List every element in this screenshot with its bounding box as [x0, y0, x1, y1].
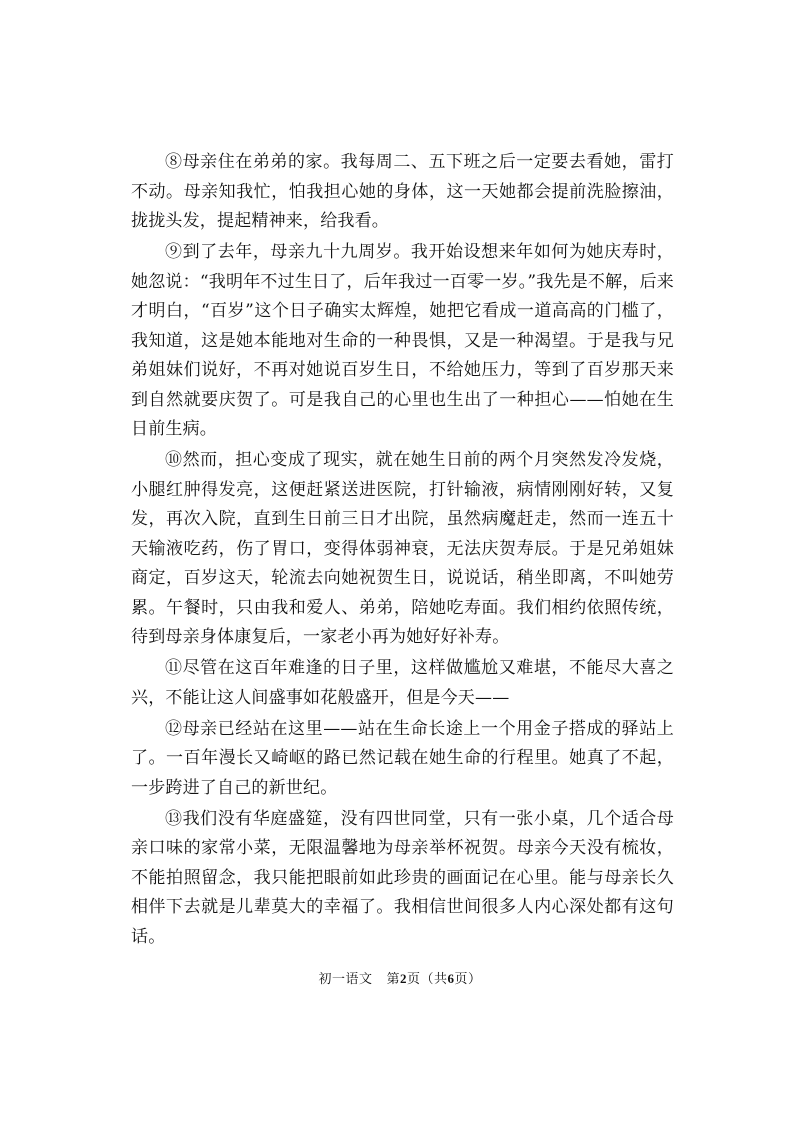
- footer-total-pages: 6: [447, 971, 455, 986]
- paragraph-10: ⑩然而，担心变成了现实，就在她生日前的两个月突然发冷发烧，小腿红肿得发亮，这便赶紧送进医院，打针输液，病情刚刚好转，又复发，再次入院，直到生日前三日才出院，虽然病魔赶走，然而一连五十天输液吃药，伤了胃口，变得体弱神衰，无法庆贺寿辰。于是兄弟姐妹商定，百岁这天，轮流去向她祝贺生日，说说话，稍坐即离，不叫她劳累。午餐时，只由我和爱人、弟弟，陪她吃寿面。我们相约依照传统，待到母亲身体康复后，一家老小再为她好好补寿。: [131, 450, 674, 647]
- footer-page-suffix: 页）: [454, 972, 482, 987]
- paragraph-12: ⑫母亲已经站在这里——站在生命长途上一个用金子搭成的驿站上了。一百年漫长又崎岖的路已然记载在她生命的行程里。她真了不起，一步跨进了自己的新世纪。: [131, 718, 674, 798]
- footer-page-prefix: 第: [386, 972, 400, 987]
- paragraph-8: ⑧母亲住在弟弟的家。我每周二、五下班之后一定要去看她，雷打不动。母亲知我忙，怕我担心她的身体，这一天她都会提前洗脸擦油，拢拢头发，提起精神来，给我看。: [131, 152, 674, 231]
- paragraph-9: ⑨到了去年，母亲九十九周岁。我开始设想来年如何为她庆寿时，她忽说：“我明年不过生日了，后年我过一百零一岁。”我先是不解，后来才明白，“百岁”这个日子确实太辉煌，她把它看成一道高高的门槛了，我知道，这是她本能地对生命的一种畏惧，又是一种渴望。于是我与兄弟姐妹们说好，不再对她说百岁生日，不给她压力，等到了百岁那天来到自然就要庆贺了。可是我自己的心里也生出了一种担心——怕她在生日前生病。: [131, 242, 674, 439]
- paragraph-13: ⑬我们没有华庭盛筵，没有四世同堂，只有一张小桌，几个适合母亲口味的家常小菜，无限温馨地为母亲举杯祝贺。母亲今天没有梳妆，不能拍照留念，我只能把眼前如此珍贵的画面记在心里。能与母亲长久相伴下去就是儿辈莫大的幸福了。我相信世间很多人内心深处都有这句话。: [131, 808, 674, 947]
- article-body: [131, 148, 674, 952]
- footer-page-mid: 页（共: [406, 972, 448, 987]
- footer-page-number: 2: [399, 971, 407, 986]
- footer-subject: 初一语文: [318, 972, 373, 987]
- page-footer: [0, 968, 800, 987]
- paragraph-11: ⑪尽管在这百年难逢的日子里，这样做尴尬又难堪，不能尽大喜之兴，不能让这人间盛事如花般盛开，但是今天——: [131, 658, 674, 708]
